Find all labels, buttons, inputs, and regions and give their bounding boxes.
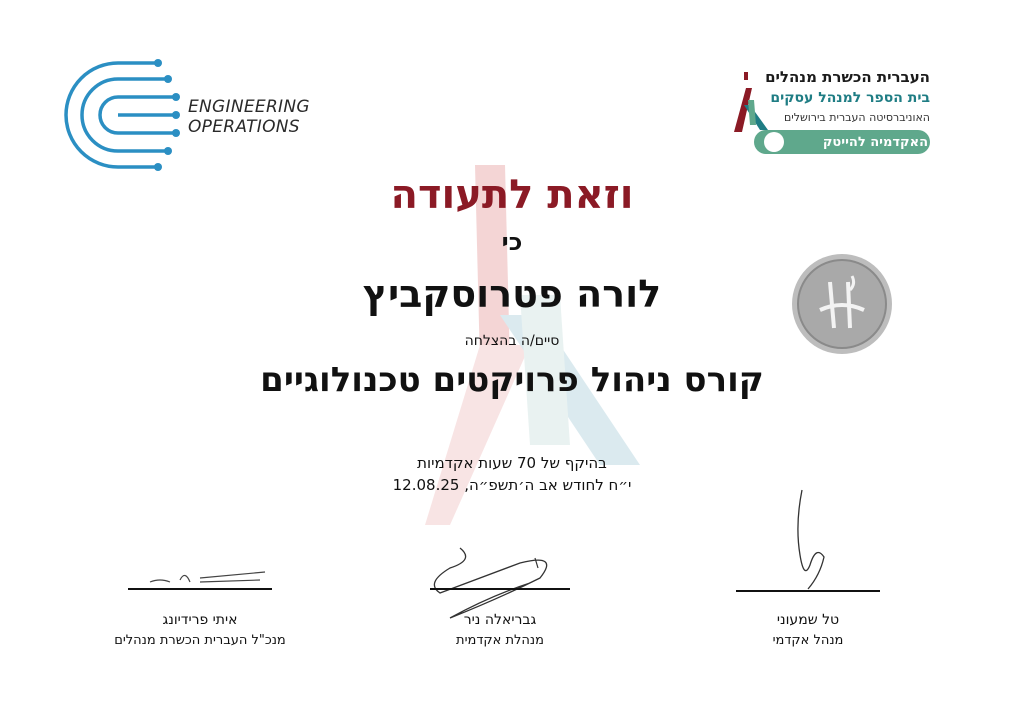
- signer-name-left: איתי פרידיונג: [162, 612, 238, 628]
- signature-line-middle: [430, 588, 570, 590]
- certificate-ki: כי: [501, 228, 523, 256]
- signer-role-left: מנכ"ל העברית הכשרת מנהלים: [114, 633, 286, 648]
- academy-badge: [754, 130, 930, 154]
- logo-line-1: העברית הכשרת מנהלים: [765, 68, 930, 86]
- signature-line-right: [736, 590, 880, 592]
- logo-text-line1: ENGINEERING: [188, 97, 310, 117]
- recipient-name: לורה פטרוסקביץ: [362, 272, 662, 316]
- signer-name-middle: גבריאלה ניר: [463, 612, 537, 628]
- certificate-date: י״ח לחודש אב ה׳תשפ״ה, 12.08.25: [392, 476, 632, 494]
- course-hours: בהיקף של 70 שעות אקדמיות: [417, 454, 607, 472]
- logo-text-line2: OPERATIONS: [188, 117, 300, 137]
- certificate-title: וזאת לתעודה: [390, 172, 634, 218]
- academy-mark-icon: [730, 70, 770, 140]
- signature-right: [780, 485, 840, 595]
- logo-line-2: בית הספר למנהל עסקים: [770, 90, 930, 106]
- signer-name-right: טל שמעוני: [776, 612, 840, 628]
- signature-line-left: [128, 588, 272, 590]
- signature-left: [140, 560, 275, 590]
- course-name: קורס ניהול פרויקטים טכנולוגיים: [260, 360, 764, 400]
- gear-circuit-icon: [58, 55, 183, 175]
- signer-role-right: מנהל אקדמי: [772, 633, 844, 648]
- completed-text: סיים/ה בהצלחה: [464, 333, 560, 349]
- hebrew-university-logo: [730, 68, 950, 154]
- signer-role-middle: מנהלת אקדמית: [456, 633, 544, 648]
- academy-badge-label: האקדמיה להייטק: [822, 134, 928, 150]
- logo-line-3: האוניברסיטה העברית בירושלים: [783, 111, 930, 124]
- engineering-operations-logo: [58, 55, 310, 175]
